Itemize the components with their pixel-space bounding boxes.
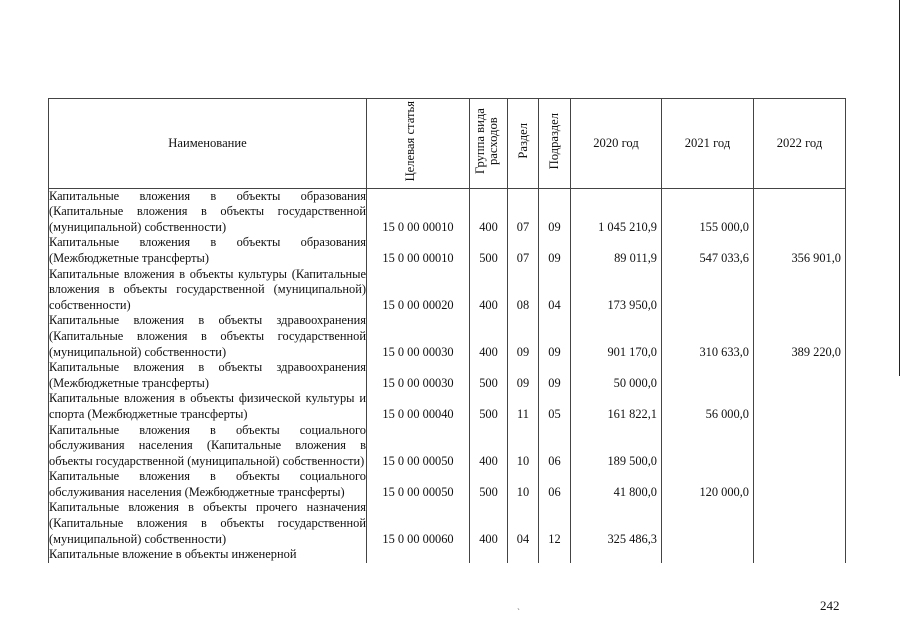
row-subsection: 04 bbox=[539, 267, 571, 314]
row-amount-2022 bbox=[754, 360, 846, 391]
row-section: 09 bbox=[508, 360, 539, 391]
header-expense-group: Группа вида расходов bbox=[470, 99, 508, 189]
row-amount-2021 bbox=[662, 267, 754, 314]
row-name: Капитальные вложения в объекты прочего назначения (Капитальные вложения в объекты государственной (муниципальной) собственности) bbox=[49, 500, 366, 546]
row-amount-2022 bbox=[754, 547, 846, 563]
row-subsection: 09 bbox=[539, 360, 571, 391]
row-expense-group: 400 bbox=[470, 267, 508, 314]
table-header-row bbox=[49, 99, 846, 189]
row-target-article: 15 0 00 00060 bbox=[367, 500, 470, 547]
row-expense-group: 400 bbox=[470, 188, 508, 235]
row-amount-2020: 1 045 210,9 bbox=[571, 188, 662, 235]
row-subsection: 09 bbox=[539, 235, 571, 266]
row-amount-2020 bbox=[571, 547, 662, 563]
row-amount-2021 bbox=[662, 360, 754, 391]
row-name: Капитальные вложения в объекты социального обслуживания населения (Межбюджетные трансферты) bbox=[49, 469, 366, 499]
row-section: 04 bbox=[508, 500, 539, 547]
row-target-article: 15 0 00 00050 bbox=[367, 423, 470, 470]
header-year-2021: 2021 год bbox=[662, 99, 754, 189]
row-amount-2022 bbox=[754, 267, 846, 314]
header-section: Раздел bbox=[508, 99, 539, 189]
row-amount-2020: 89 011,9 bbox=[571, 235, 662, 266]
row-amount-2022 bbox=[754, 391, 846, 422]
table-row bbox=[49, 360, 846, 391]
header-subsection: Подраздел bbox=[539, 99, 571, 189]
header-target-article: Целевая статья bbox=[367, 99, 470, 189]
row-subsection: 06 bbox=[539, 469, 571, 500]
row-section: 10 bbox=[508, 469, 539, 500]
row-name: Капитальные вложения в объекты образования (Межбюджетные трансферты) bbox=[49, 235, 366, 265]
row-expense-group: 400 bbox=[470, 423, 508, 470]
row-target-article: 15 0 00 00010 bbox=[367, 188, 470, 235]
row-name: Капитальные вложения в объекты здравоохранения (Межбюджетные трансферты) bbox=[49, 360, 366, 390]
row-amount-2022: 389 220,0 bbox=[754, 313, 846, 360]
table-row bbox=[49, 235, 846, 266]
row-name: Капитальные вложение в объекты инженерной bbox=[49, 547, 367, 563]
row-subsection: 05 bbox=[539, 391, 571, 422]
row-expense-group: 500 bbox=[470, 469, 508, 500]
table-row bbox=[49, 267, 846, 314]
table-row bbox=[49, 391, 846, 422]
table-row bbox=[49, 500, 846, 547]
row-section bbox=[508, 547, 539, 563]
row-expense-group: 500 bbox=[470, 360, 508, 391]
row-target-article: 15 0 00 00040 bbox=[367, 391, 470, 422]
row-amount-2022 bbox=[754, 188, 846, 235]
row-amount-2021 bbox=[662, 500, 754, 547]
row-subsection: 09 bbox=[539, 188, 571, 235]
header-year-2020: 2020 год bbox=[571, 99, 662, 189]
row-expense-group: 400 bbox=[470, 313, 508, 360]
row-subsection: 12 bbox=[539, 500, 571, 547]
stray-mark: ` bbox=[517, 607, 520, 617]
row-expense-group: 400 bbox=[470, 500, 508, 547]
budget-table bbox=[48, 98, 846, 563]
row-amount-2021 bbox=[662, 423, 754, 470]
table-row bbox=[49, 188, 846, 235]
row-amount-2021: 310 633,0 bbox=[662, 313, 754, 360]
row-amount-2021: 547 033,6 bbox=[662, 235, 754, 266]
row-amount-2022: 356 901,0 bbox=[754, 235, 846, 266]
row-target-article: 15 0 00 00030 bbox=[367, 313, 470, 360]
row-expense-group bbox=[470, 547, 508, 563]
row-amount-2020: 41 800,0 bbox=[571, 469, 662, 500]
row-amount-2020: 173 950,0 bbox=[571, 267, 662, 314]
row-expense-group: 500 bbox=[470, 235, 508, 266]
page-edge-line bbox=[899, 0, 900, 376]
row-section: 08 bbox=[508, 267, 539, 314]
row-amount-2020: 325 486,3 bbox=[571, 500, 662, 547]
row-amount-2021 bbox=[662, 547, 754, 563]
table-row bbox=[49, 469, 846, 500]
row-amount-2022 bbox=[754, 469, 846, 500]
table-row bbox=[49, 423, 846, 470]
row-amount-2022 bbox=[754, 423, 846, 470]
row-expense-group: 500 bbox=[470, 391, 508, 422]
row-name: Капитальные вложения в объекты физической культуры и спорта (Межбюджетные трансферты) bbox=[49, 391, 366, 421]
row-section: 10 bbox=[508, 423, 539, 470]
page-number: 242 bbox=[820, 598, 840, 613]
row-name: Капитальные вложения в объекты здравоохранения (Капитальные вложения в объекты государственной (муниципальной) собственности) bbox=[49, 313, 366, 359]
header-name: Наименование bbox=[49, 99, 367, 189]
row-amount-2022 bbox=[754, 500, 846, 547]
row-amount-2020: 161 822,1 bbox=[571, 391, 662, 422]
row-amount-2021: 120 000,0 bbox=[662, 469, 754, 500]
row-amount-2020: 901 170,0 bbox=[571, 313, 662, 360]
row-subsection bbox=[539, 547, 571, 563]
row-section: 07 bbox=[508, 188, 539, 235]
table-row bbox=[49, 313, 846, 360]
row-target-article: 15 0 00 00050 bbox=[367, 469, 470, 500]
row-target-article: 15 0 00 00020 bbox=[367, 267, 470, 314]
row-section: 11 bbox=[508, 391, 539, 422]
row-name: Капитальные вложения в объекты культуры (Капитальные вложения в объекты государственной (муниципальной) собственности) bbox=[49, 266, 366, 312]
row-name: Капитальные вложения в объекты образования (Капитальные вложения в объекты государственной (муниципальной) собственности) bbox=[49, 188, 366, 234]
row-name: Капитальные вложения в объекты социального обслуживания населения (Капитальные вложения в объекты государственной (муниципальной) собственности) bbox=[49, 422, 366, 468]
row-amount-2021: 155 000,0 bbox=[662, 188, 754, 235]
row-target-article: 15 0 00 00010 bbox=[367, 235, 470, 266]
row-subsection: 06 bbox=[539, 423, 571, 470]
row-section: 07 bbox=[508, 235, 539, 266]
row-subsection: 09 bbox=[539, 313, 571, 360]
row-amount-2020: 50 000,0 bbox=[571, 360, 662, 391]
header-year-2022: 2022 год bbox=[754, 99, 846, 189]
row-target-article bbox=[367, 547, 470, 563]
row-target-article: 15 0 00 00030 bbox=[367, 360, 470, 391]
row-amount-2021: 56 000,0 bbox=[662, 391, 754, 422]
row-section: 09 bbox=[508, 313, 539, 360]
table-row bbox=[49, 547, 846, 563]
row-amount-2020: 189 500,0 bbox=[571, 423, 662, 470]
